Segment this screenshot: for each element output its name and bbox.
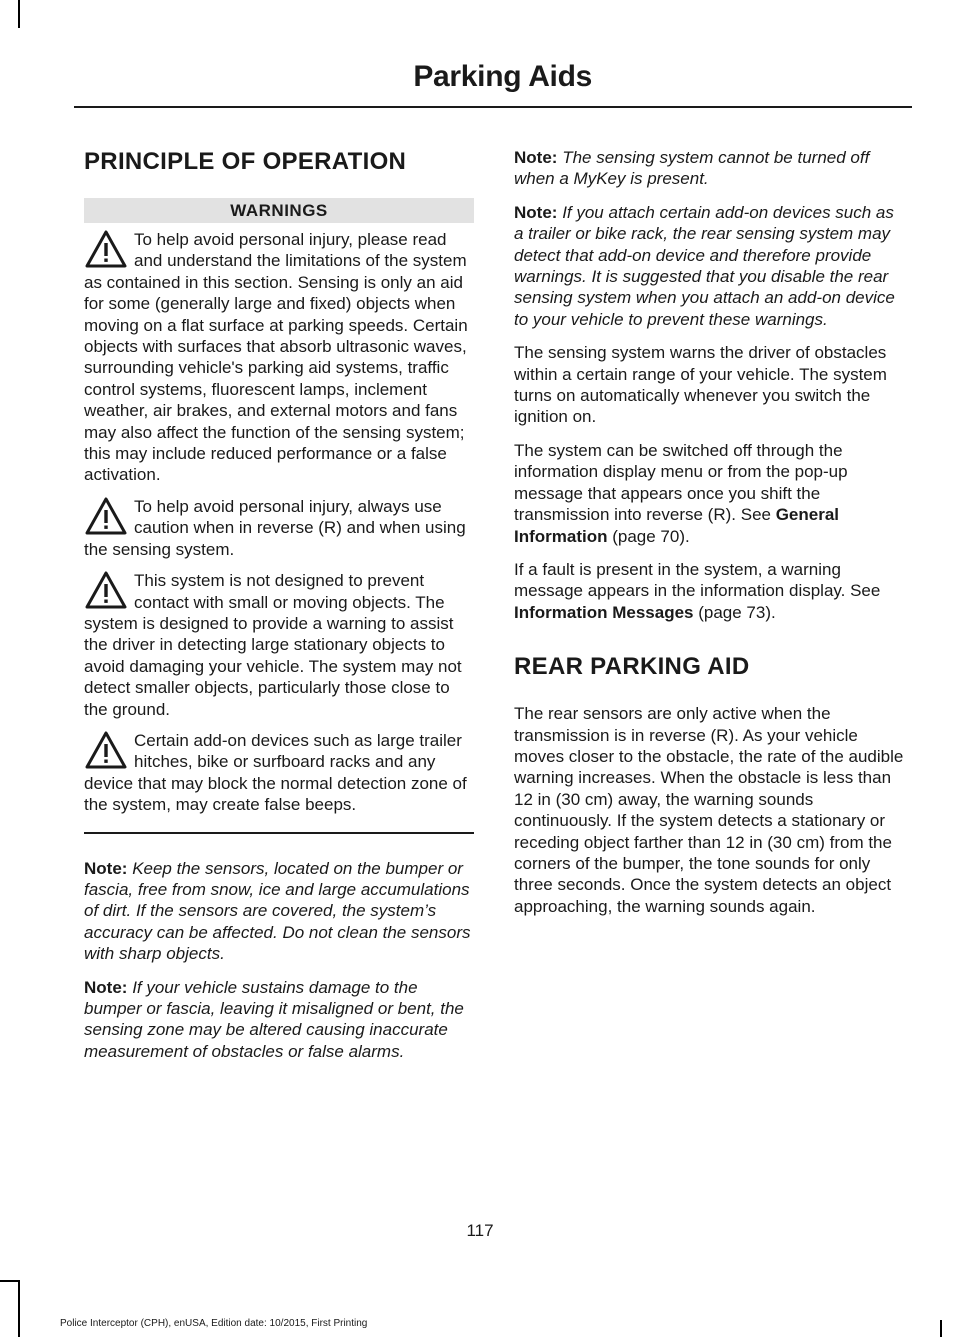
note-label: Note: — [514, 202, 558, 222]
warning-item-2 — [84, 496, 474, 560]
paragraph-switch-off — [514, 440, 906, 547]
paragraph-text: The system can be switched off through the information display menu or from the pop-up message that appears once you shift the transmission into reverse (R). See — [514, 440, 848, 525]
footer-edition: Police Interceptor (CPH), enUSA, Edition date: 10/2015, First Printing — [60, 1318, 368, 1329]
general-information-link[interactable]: General Information — [514, 505, 840, 546]
note-label: Note: — [84, 977, 128, 997]
note-text: Keep the sensors, located on the bumper or fascia, free from snow, ice and large accumulations of dirt. If the sensors are covered, the system’s accuracy can be affected. Do not clean the sensors with sharp objects. — [84, 858, 471, 964]
section-heading-rear-parking-aid: REAR PARKING AID — [514, 653, 750, 681]
warning-triangle-icon — [84, 730, 134, 772]
paragraph-rear-sensors: The rear sensors are only active when the transmission is in reverse (R). As your vehicle moves closer to the obstacle, the rate of the audible warning increases. When the obstacle is less than 12 in (30 cm) away, the warning sounds continuously. If the system detects a stationary or receding object farther than 12 in (30 cm) from the corners of the bumper, the tone sounds for only three seconds. Once the system detects an object approaching, the warning sounds again. — [514, 704, 904, 916]
note-text: The sensing system cannot be turned off when a MyKey is present. — [514, 148, 870, 189]
right-column — [514, 147, 906, 929]
warnings-header: WARNINGS — [84, 198, 474, 223]
page-reference: (page 70). — [607, 526, 690, 546]
warning-item-1 — [84, 229, 474, 486]
note-damage — [84, 977, 474, 1063]
warning-text-1: To help avoid personal injury, please read and understand the limitations of the system as contained in this section. Sensing is only an aid for some (generally large and fixed) objects when moving on a flat surface at parking speeds. Certain objects with surfaces that absorb ultrasonic waves, surrounding vehicle's parking aid systems, traffic control systems, fluorescent lamps, inclement weather, air brakes, and external motors and fans may also affect the function of the sensing system; this may include reduced performance or a false activation. — [84, 230, 468, 485]
note-text: If your vehicle sustains damage to the bumper or fascia, leaving it misaligned or bent, the sensing zone may be altered causing inaccurate measurement of obstacles or false alarms. — [84, 977, 464, 1061]
paragraph-text: If a fault is present in the system, a warning message appears in the information display. See — [514, 559, 881, 601]
warning-triangle-icon — [84, 229, 134, 271]
page-header-title: Parking Aids — [413, 60, 592, 93]
information-messages-link[interactable]: Information Messages — [514, 602, 694, 622]
warning-text-2: To help avoid personal injury, always use caution when in reverse (R) and when using the sensing system. — [84, 496, 466, 559]
page-number: 117 — [466, 1221, 494, 1240]
warnings-end-divider — [84, 832, 474, 834]
paragraph-system-warns: The sensing system warns the driver of obstacles within a certain range of your vehicle. The system turns on automatically whenever you switch the ignition on. — [514, 343, 887, 427]
note-add-on-devices — [514, 202, 906, 330]
warning-text-4: Certain add-on devices such as large trailer hitches, bike or surfboard racks and any device that may block the normal detection zone of the system, may create false beeps. — [84, 730, 467, 815]
crop-mark-bottom-right — [940, 1320, 942, 1337]
note-mykey — [514, 147, 906, 190]
note-label: Note: — [514, 148, 558, 167]
note-label: Note: — [84, 858, 128, 878]
paragraph-fault — [514, 559, 906, 623]
section-heading-principle: PRINCIPLE OF OPERATION — [84, 148, 407, 175]
header-divider — [74, 106, 912, 108]
warning-text-3: This system is not designed to prevent contact with small or moving objects. The system is designed to provide a warning to assist the driver in detecting large stationary objects to avoid damaging your vehicle. The system may not detect smaller objects, particularly those close to the ground. — [84, 571, 462, 719]
warning-triangle-icon — [84, 570, 134, 612]
warning-item-3 — [84, 570, 474, 720]
warning-triangle-icon — [84, 496, 134, 538]
crop-mark-top-left — [18, 0, 20, 28]
warning-item-4 — [84, 730, 474, 816]
note-text: If you attach certain add-on devices such as a trailer or bike rack, the rear sensing system may detect that add-on device and therefore provide warnings. It is suggested that you disable the rear sensing system when you attach an add-on device to your vehicle to prevent these warnings. — [514, 202, 895, 329]
note-sensors — [84, 858, 474, 965]
page-reference: (page 73). — [693, 602, 776, 622]
left-column — [84, 140, 474, 1074]
crop-mark-bottom-left-h — [0, 1280, 18, 1282]
crop-mark-bottom-left — [18, 1280, 20, 1337]
